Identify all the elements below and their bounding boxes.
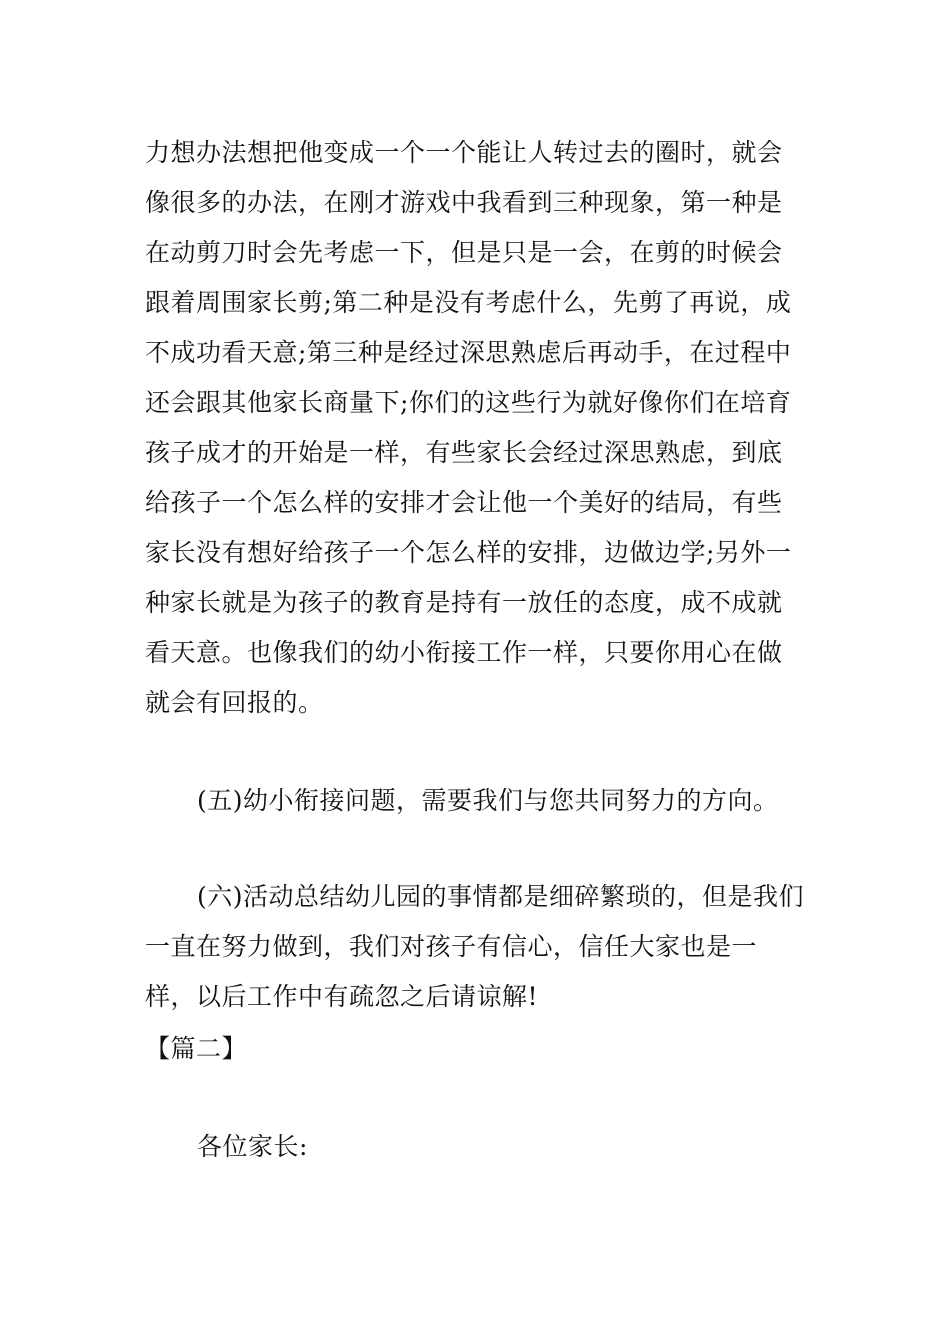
section-heading: 【篇二】: [145, 1034, 248, 1063]
greeting-line: 各位家长:: [197, 1132, 308, 1161]
body-paragraph-five: (五)幼小衔接问题，需要我们与您共同努力的方向。: [197, 786, 779, 815]
body-paragraph-continuation: 力想办法想把他变成一个一个能让人转过去的圈时，就会像很多的办法，在刚才游戏中我看到三种现象，第一种是在动剪刀时会先考虑一下，但是只是一会，在剪的时候会跟着周围家长剪;第二种是没有考虑什么，先剪了再说，成不成功看天意;第三种是经过深思熟虑后再动手，在过程中还会跟其他家长商量下;你们的这些行为就好像你们在培育孩子成才的开始是一样，有些家长会经过深思熟虑，到底给孩子一个怎么样的安排才会让他一个美好的结局，有些家长没有想好给孩子一个怎么样的安排，边做边学;另外一种家长就是为孩子的教育是持有一放任的态度，成不成就看天意。也像我们的幼小衔接工作一样，只要你用心在做就会有回报的。: [145, 138, 792, 717]
body-paragraph-six: (六)活动总结幼儿园的事情都是细碎繁琐的，但是我们一直在努力做到，我们对孩子有信心，信任大家也是一样，以后工作中有疏忽之后请谅解!: [145, 882, 805, 1011]
